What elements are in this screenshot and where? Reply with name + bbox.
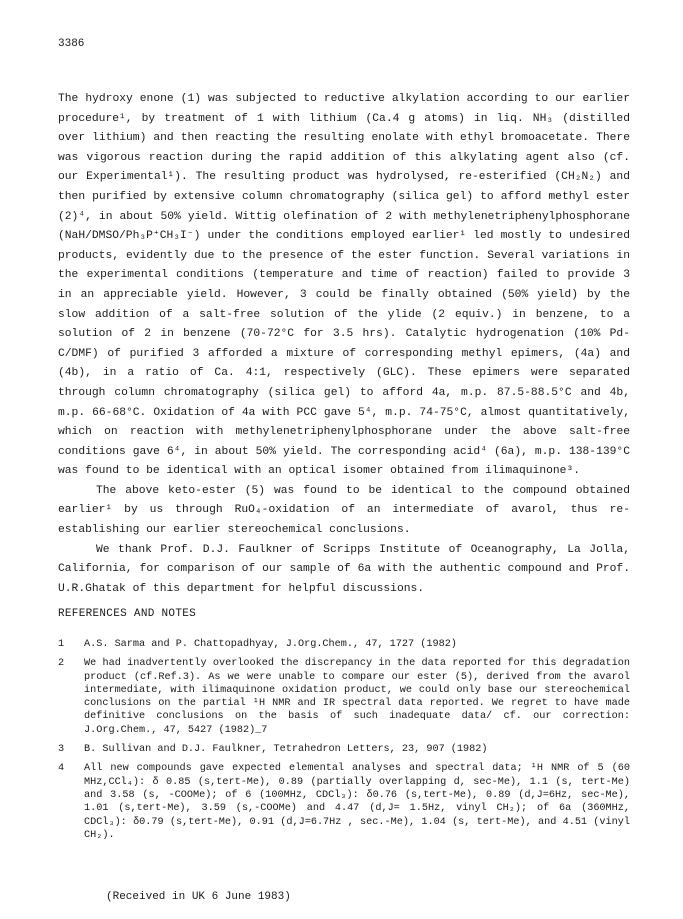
paragraph-3-acknowledgement: We thank Prof. D.J. Faulkner of Scripps Institute of Oceanography, La Jolla, California, for comparison of our sample of 6a with the authentic compound and Prof. U.R.Ghatak of this department for helpful discussions. — [58, 543, 630, 595]
reference-item — [58, 638, 630, 651]
page-number: 3386 — [58, 38, 85, 50]
references-heading: REFERENCES AND NOTES — [58, 608, 197, 620]
reference-number: 3 — [58, 744, 65, 756]
reference-item — [58, 762, 630, 842]
body-text — [58, 90, 630, 599]
reference-item — [58, 743, 630, 756]
reference-number: 1 — [58, 639, 65, 650]
paragraph-1: The hydroxy enone (1) was subjected to reductive alkylation according to our earlier procedure¹, by treatment of 1 with lithium (Ca.4 g atoms) in liq. NH₃ (distilled over lithium) and then reacting the resulting enolate with ethyl bromoacetate. There was vigorous reaction during the rapid addition of this alkylating agent also (cf. our Experimental¹). The resulting product was hydrolysed, re-esterified (CH₂N₂) and then purified by extensive column chromatography (silica gel) to afford methyl ester (2)⁴, in about 50% yield. Wittig olefination of 2 with methylenetriphenylphosphorane (NaH/DMSO/Ph₃P⁺CH₃I⁻) under the conditions employed earlier¹ led mostly to undesired products, evidently due to the presence of the ester function. Several variations in the experimental conditions (temperature and time of reaction) failed to provide 3 in an appreciable yield. However, 3 could be finally obtained (50% yield) by the slow addition of a salt-free solution of the ylide (2 equiv.) in benzene, to a solution of 2 in benzene (70-72°C for 3.5 hrs). Catalytic hydrogenation (10% Pd-C/DMF) of purified 3 afforded a mixture of corresponding methyl epimers, (4a) and (4b), in a ratio of Ca. 4:1, respectively (GLC). These epimers were separated through column chromatography (silica gel) to afford 4a, m.p. 87.5-88.5°C and 4b, m.p. 66-68°C. Oxidation of 4a with PCC gave 5⁴, m.p. 74-75°C, almost quantitatively, which on reaction with methylenetriphenylphosphorane under the above salt-free conditions gave 6⁴, in about 50% yield. The corresponding acid⁴ (6a), m.p. 138-139°C was found to be identical with an optical isomer obtained from ilimaquinone³. — [58, 93, 630, 478]
reference-text: We had inadvertently overlooked the discrepancy in the data reported for this degradation product (cf.Ref.3). As we were unable to compare our ester (5), derived from the avarol intermediate, with ilimaquinone oxidation product, we could only base our stereochemical conclusions on the partial ¹H NMR and IR spectral data reported. We regret to have made definitive conclusions on the basis of such inadequate data/ cf. our correction: J.Org.Chem., 47, 5427 (1982)_7 — [84, 658, 630, 736]
reference-number: 4 — [58, 763, 65, 775]
references-list — [58, 638, 630, 848]
reference-text: B. Sullivan and D.J. Faulkner, Tetrahedron Letters, 23, 907 (1982) — [84, 744, 488, 756]
reference-number: 2 — [58, 658, 65, 670]
reference-text: All new compounds gave expected elemental analyses and spectral data; ¹H NMR of 5 (60 MHz,CCl₄): δ 0.85 (s,tert-Me), 0.89 (partially overlapping d, sec-Me), 1.1 (s, tert-Me) and 3.58 (s, -COOMe); of 6 (100MHz, CDCl₃): δ0.76 (s,tert-Me), 0.89 (d,J=6Hz, sec-Me), 1.01 (s,tert-Me), 3.59 (s,-COOMe) and 4.47 (d,J= 1.5Hz, vinyl CH₂); of 6a (360MHz, CDCl₃): δ0.79 (s,tert-Me), 0.91 (d,J=6.7Hz , sec.-Me), 1.04 (s, tert-Me), and 4.51 (vinyl CH₂). — [84, 763, 630, 841]
reference-text: A.S. Sarma and P. Chattopadhyay, J.Org.Chem., 47, 1727 (1982) — [84, 639, 457, 650]
reference-item — [58, 657, 630, 737]
paragraph-2: The above keto-ester (5) was found to be identical to the compound obtained earlier¹ by us through RuO₄-oxidation of an intermediate of avarol, thus re-establishing our earlier stereochemical conclusions. — [58, 484, 630, 537]
received-date: (Received in UK 6 June 1983) — [106, 891, 291, 903]
